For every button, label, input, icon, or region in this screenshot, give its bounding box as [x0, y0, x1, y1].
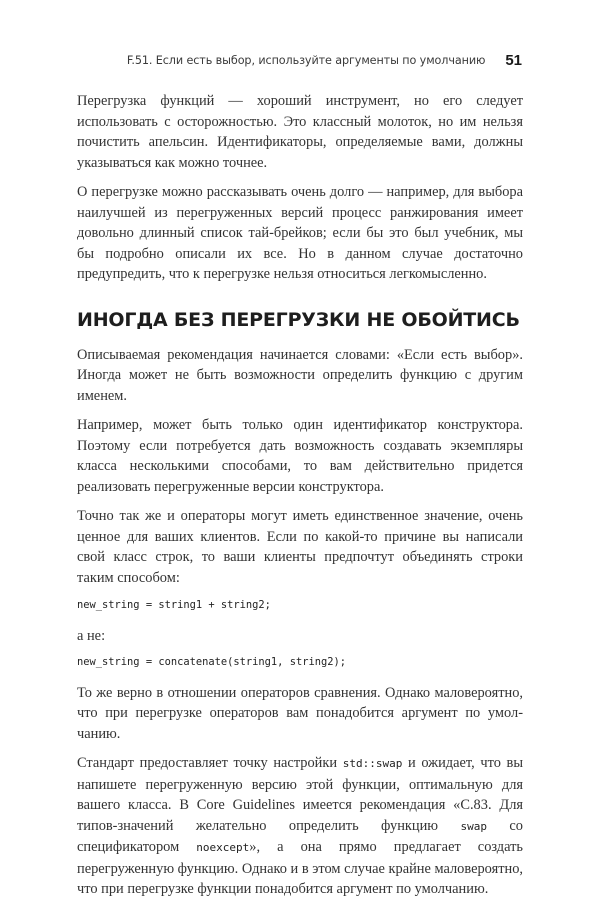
paragraph: Перегрузка функций — хороший инструмент, но его следует использовать с осторожностью. Это классный молоток, но им нельзя почистить апельсин. Идентификаторы, определяемые вами, должны указываться как можно точнее.	[77, 93, 523, 171]
text-fragment: Стандарт предоставляет точку настройки	[77, 755, 343, 771]
code-example-concatenate: new_string = concatenate(string1, string2);	[77, 655, 346, 668]
paragraph: О перегрузке можно рассказывать очень долго — например, для выбора наилучшей из перегруженных версий процесс ранжирования имеет довольно длинный список тай-брейков; если бы это был учебник, мы бы подробно описали их все. Но в данном случае достаточно предупредить, что к перегрузке нельзя относиться легкомысленно.	[77, 184, 523, 282]
paragraph: Например, может быть только один идентификатор конструктора. Поэтому если потребуется дать возможность создавать экземпляры класса несколькими способами, то вам действительно придется реализовать перегруженные версии конструктора.	[77, 417, 523, 495]
page-content	[77, 91, 523, 909]
paragraph: То же верно в отношении операторов сравнения. Однако маловероятно, что при перегрузке операторов вам понадобится аргумент по умолчанию.	[77, 684, 523, 742]
inline-code-swap: swap	[460, 819, 487, 833]
paragraph: Описываемая рекомендация начинается словами: «Если есть выбор». Иногда может не быть возможности определить функцию с другим именем.	[77, 346, 523, 404]
text-fragment: со спецификатором	[77, 817, 523, 855]
inline-code-std-swap: std::swap	[342, 757, 403, 770]
text-fragment: и ожидает, что вы напишете перегруженную версию этой функции, оптимальную для вашего класса. В Core Guidelines имеется рекомендация «C.83. Для типов-значений желательно определить функцию	[77, 755, 523, 834]
paragraph: Точно так же и операторы могут иметь единственное значение, очень ценное для ваших клиентов. Если по какой-то причине вы написали свой класс строк, то ваши клиенты предпочтут объединять строки таким способом:	[77, 508, 523, 586]
inline-code-noexcept: noexcept	[196, 841, 250, 854]
running-header	[0, 52, 522, 69]
section-heading: ИНОГДА БЕЗ ПЕРЕГРУЗКИ НЕ ОБОЙТИСЬ	[77, 308, 520, 331]
paragraph: а не:	[77, 628, 106, 644]
code-example-operator: new_string = string1 + string2;	[77, 599, 271, 611]
chapter-title: F.51. Если есть выбор, используйте аргументы по умолчанию	[126, 54, 486, 67]
text-fragment: », а она прямо предлагает создать перегруженную функцию. Однако и в этом случае крайне маловероятно, что при перегрузке функции понадобится аргумент по умолчанию.	[77, 839, 523, 897]
page-number: 51	[505, 52, 522, 69]
paragraph-std-swap	[77, 753, 523, 900]
